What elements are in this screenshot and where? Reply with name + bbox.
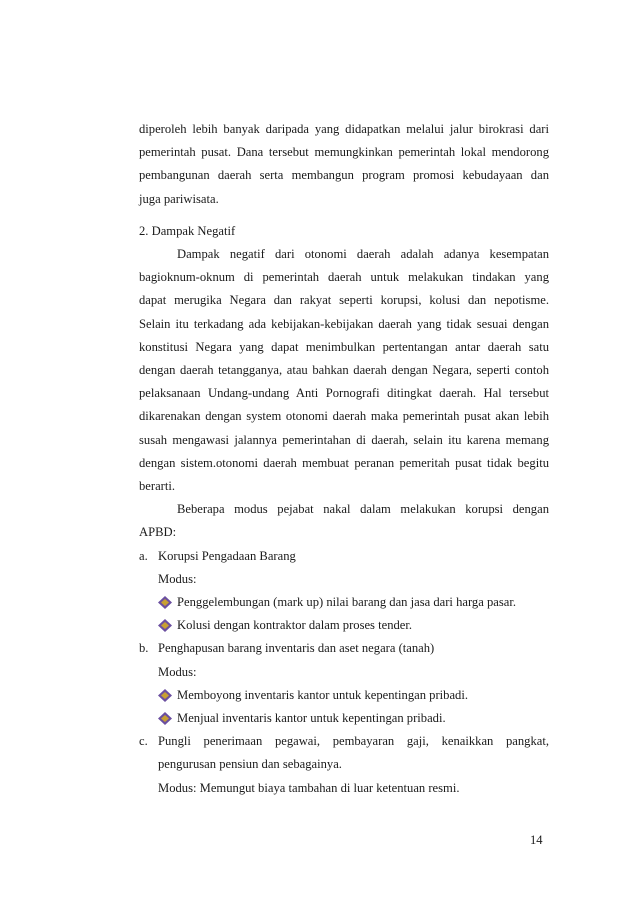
list-item (139, 545, 549, 568)
text-line: Pungli penerimaan pegawai, pembayaran gaji, kenaikkan pangkat, (158, 734, 549, 749)
list-item (139, 730, 549, 776)
text-line: dengan daerah tetangganya, atau bahkan daerah dengan Negara, seperti contoh (139, 363, 549, 378)
paragraph-modus (139, 498, 549, 544)
page-content (139, 118, 549, 800)
text-line: dengan sistem.otonomi daerah membuat peranan pemeritah pusat tidak begitu (139, 455, 549, 470)
list-item-title: Penghapusan barang inventaris dan aset negara (tanah) (158, 641, 435, 656)
list-item-title (158, 730, 549, 776)
text-line: bagioknum-oknum di pemerintah daerah untuk melakukan tindakan yang (139, 270, 549, 285)
bullet-item (139, 707, 549, 730)
modus-label: Modus: (158, 571, 197, 586)
text-line: berarti. (139, 479, 176, 494)
paragraph-dampak-negatif (139, 243, 549, 498)
list-item-title: Korupsi Pengadaan Barang (158, 548, 296, 563)
text-line: APBD: (139, 525, 177, 540)
list-item (139, 637, 549, 660)
section-heading: 2. Dampak Negatif (139, 223, 236, 238)
text-line: dapat merugika Negara dan rakyat seperti korupsi, kolusi dan nepotisme. (139, 293, 549, 308)
list-item-label: c. (139, 734, 148, 749)
text-line: pengurusan pensiun dan sebagainya. (158, 757, 342, 772)
bullet-text: Penggelembungan (mark up) nilai barang dan jasa dari harga pasar. (177, 595, 516, 610)
text-line: Beberapa modus pejabat nakal dalam melakukan korupsi dengan (177, 502, 549, 517)
text-line: pemerintah pusat. Dana tersebut memungkinkan pemerintah lokal mendorong (139, 145, 549, 160)
page-number: 14 (530, 833, 543, 847)
text-line: juga pariwisata. (139, 191, 219, 206)
text-line: Dampak negatif dari otonomi daerah adalah adanya kesempatan (177, 247, 549, 262)
intro-paragraph (139, 118, 549, 211)
bullet-item (139, 684, 549, 707)
bullet-text: Menjual inventaris kantor untuk kepentingan pribadi. (177, 711, 446, 726)
list-item-label: b. (139, 641, 149, 656)
text-line: dikarenakan dengan system otonomi daerah maka pemerintah pusat akan lebih (139, 409, 549, 424)
list-item-label: a. (139, 548, 148, 563)
text-line: diperoleh lebih banyak daripada yang didapatkan melalui jalur birokrasi dari (139, 122, 549, 136)
bullet-diamond-icon (158, 614, 177, 637)
bullet-diamond-icon (158, 684, 177, 707)
bullet-text: Memboyong inventaris kantor untuk kepentingan pribadi. (177, 687, 468, 702)
bullet-item (139, 614, 549, 637)
text-line: pelaksanaan Undang-undang Anti Pornografi ditingkat daerah. Hal tersebut (139, 386, 549, 401)
bullet-text: Kolusi dengan kontraktor dalam proses tender. (177, 618, 413, 633)
bullet-item (139, 591, 549, 614)
modus-label: Modus: (158, 664, 197, 679)
text-line: pembangunan daerah serta membangun program promosi kebudayaan dan (139, 168, 549, 183)
text-line: Selain itu terkadang ada kebijakan-kebijakan daerah yang tidak sesuai dengan (139, 316, 549, 331)
bullet-diamond-icon (158, 591, 177, 614)
bullet-diamond-icon (158, 707, 177, 730)
text-line: susah mengawasi jalannya pemerintahan di daerah, selain itu karena memang (139, 432, 549, 447)
modus-line: Modus: Memungut biaya tambahan di luar ketentuan resmi. (158, 780, 460, 795)
text-line: konstitusi Negara yang dapat menimbulkan pertentangan antar daerah satu (139, 339, 549, 354)
